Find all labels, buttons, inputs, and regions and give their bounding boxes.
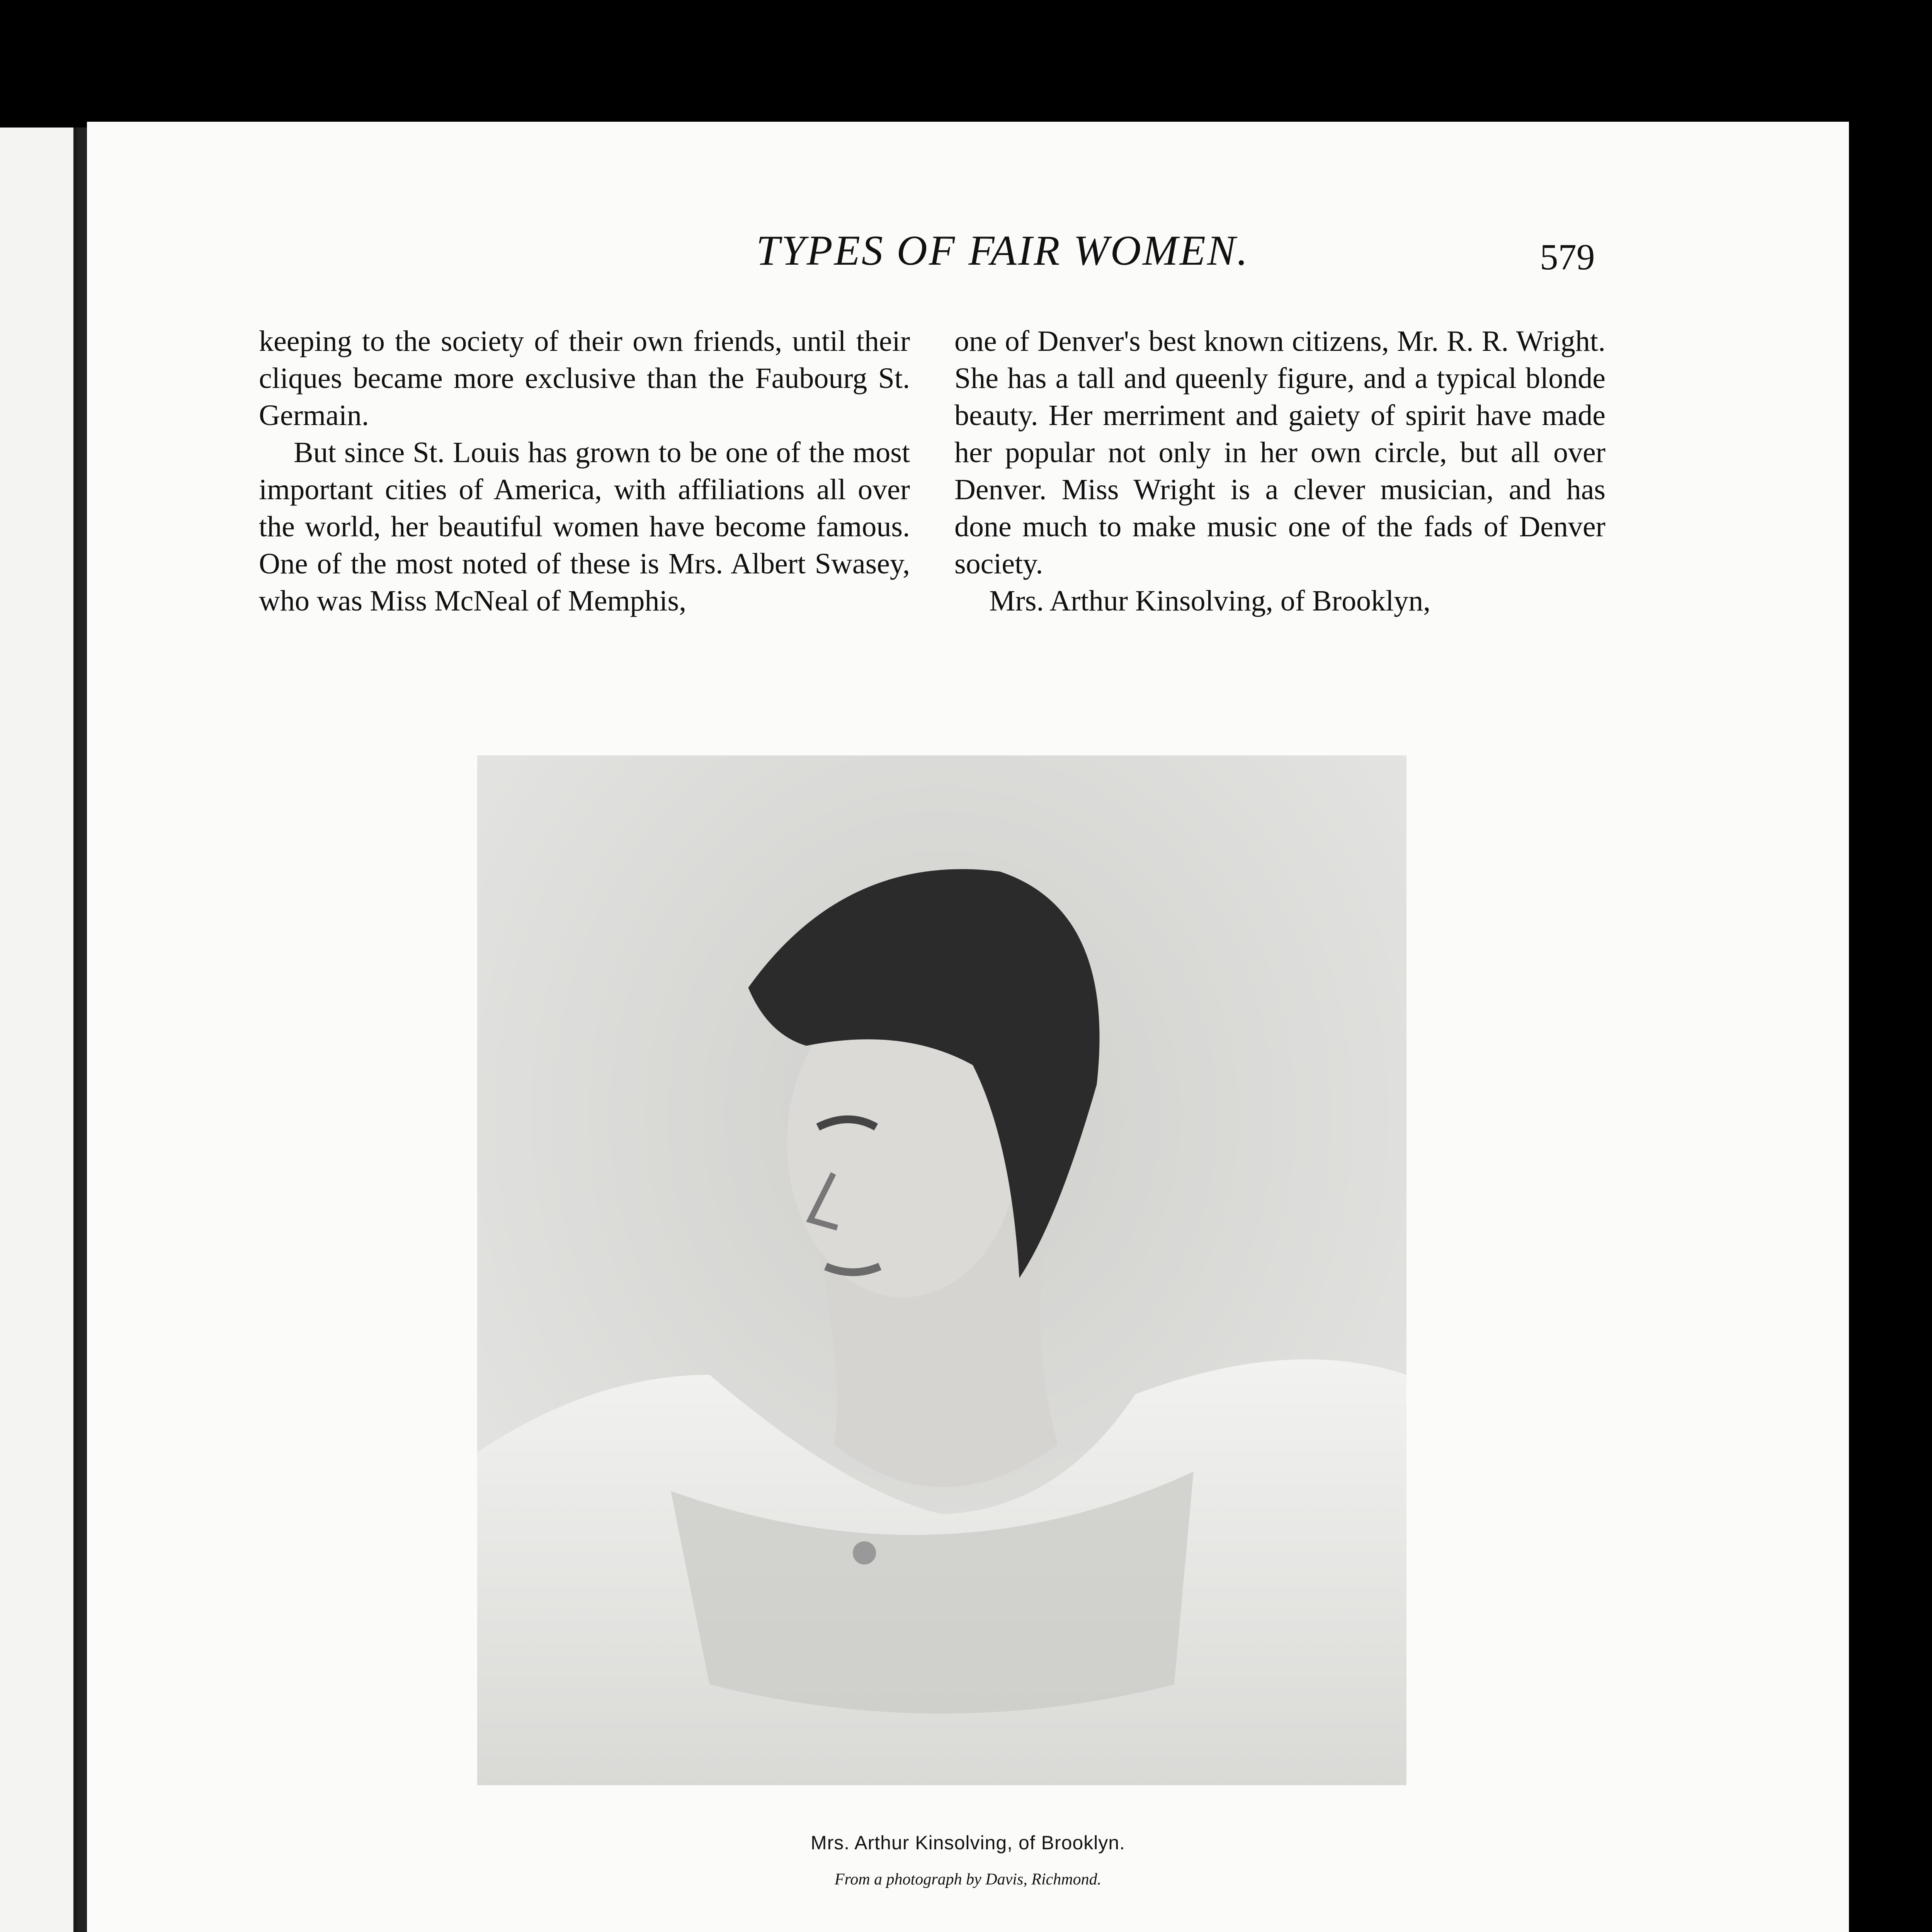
portrait-photograph [477,755,1406,1785]
paragraph: keeping to the society of their own friends, until their cliques became more exclusive than the Faubourg St. Germain. [259,325,910,432]
paragraph: But since St. Louis has grown to be one of the most important cities of America, with affiliations all over the world, her beautiful women have become famous. One of the most noted of these is Mrs. Albert Swasey, who was Miss McNeal of Memphis, [259,436,910,617]
running-title: TYPES OF FAIR WOMEN. [756,227,1249,274]
previous-page-edge [0,128,77,1932]
column-top-left [259,323,910,619]
paragraph: Mrs. Arthur Kinsolving, of Brooklyn, [989,585,1431,617]
column-top-right [954,323,1605,619]
magazine-page [87,122,1849,1932]
page-number: 579 [1540,236,1595,277]
portrait-image [477,755,1406,1785]
paragraph: one of Denver's best known citizens, Mr. R. R. Wright. She has a tall and queenly figure, and a typical blonde beauty. Her merriment and gaiety of spirit have made her popular not only in her own circle, but all over Denver. Miss Wright is a clever musician, and has done much to make music one of the fads of Denver society. [954,325,1605,580]
photo-credit: From a photograph by Davis, Richmond. [834,1871,1102,1888]
figure-caption: Mrs. Arthur Kinsolving, of Brooklyn. [810,1832,1126,1854]
